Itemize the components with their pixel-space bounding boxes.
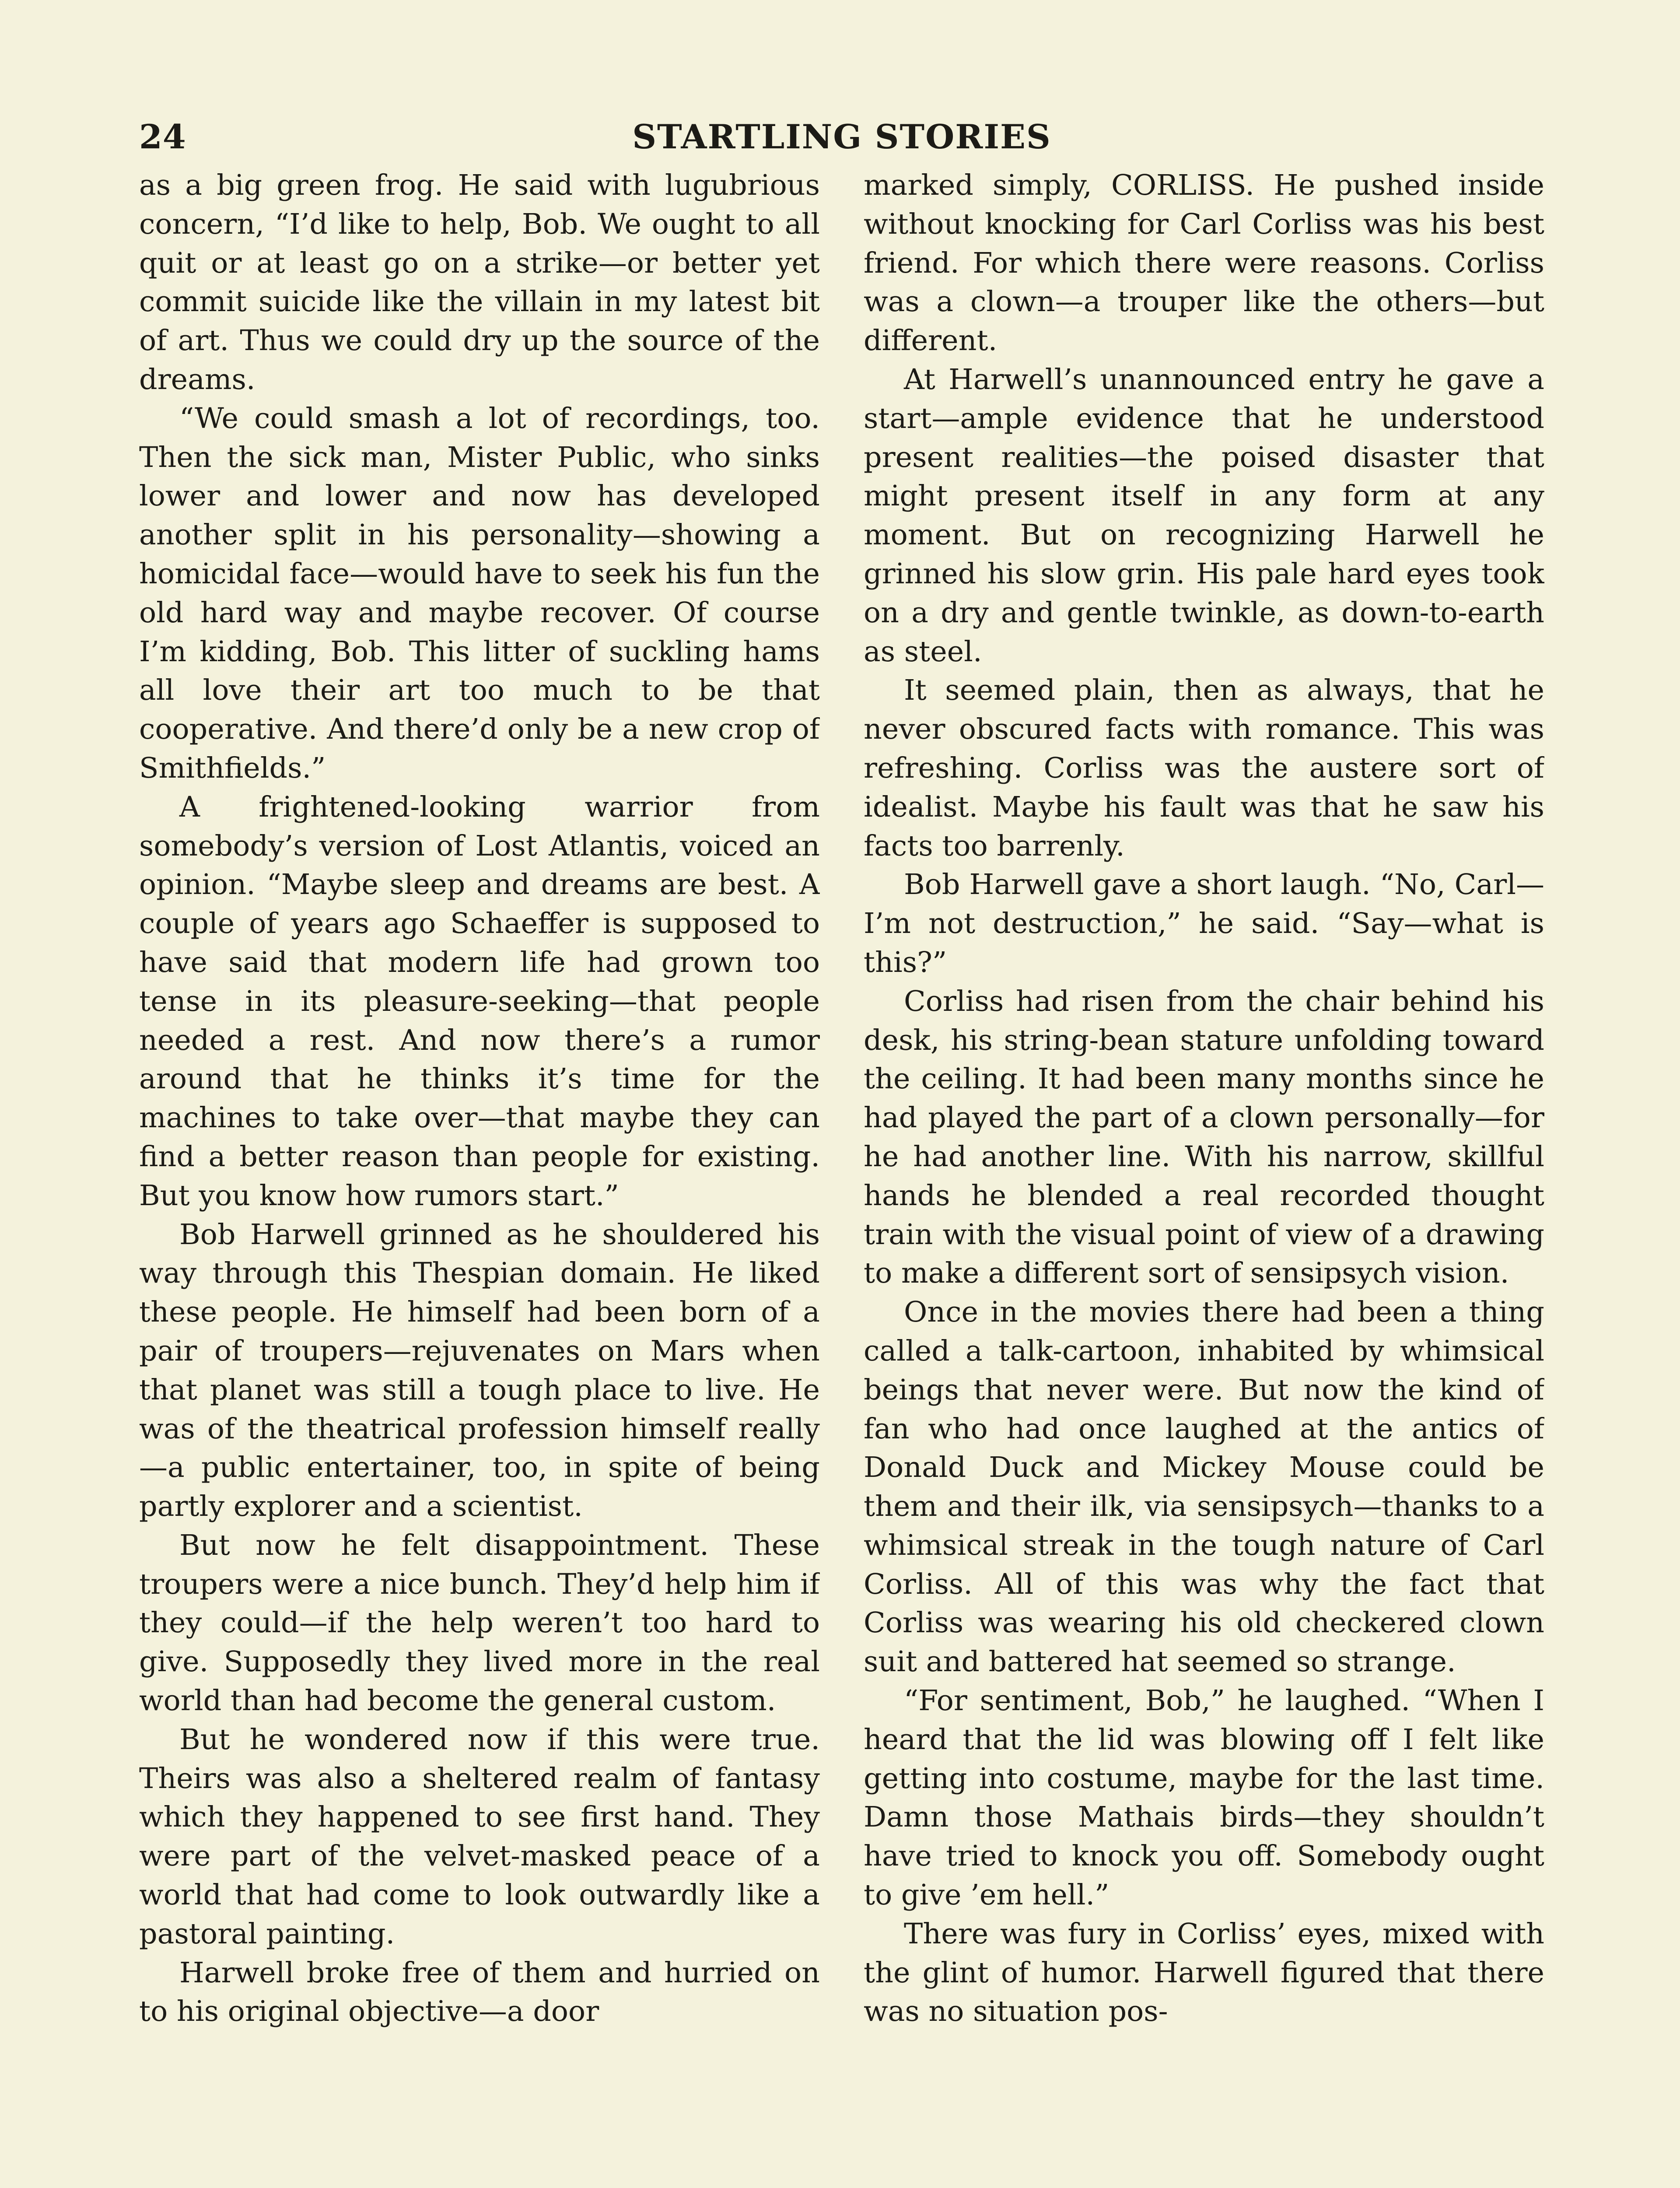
paragraph: Bob Harwell gave a short laugh. “No, Carl—I’m not destruction,” he said. “Say—what is this?” xyxy=(864,868,1544,979)
paragraph: “For sentiment, Bob,” he laughed. “When I heard that the lid was blowing off I felt like getting into costume, maybe for the last time. Damn those Mathais birds—they shouldn’t have tried to knock you off. Somebody ought to give ’em hell.” xyxy=(864,1684,1544,1912)
paragraph: A frightened-looking warrior from somebody’s version of Lost Atlantis, voiced an opinion. “Maybe sleep and dreams are best. A couple of years ago Schaeffer is supposed to have said that modern life had grown too tense in its pleasure-seeking—that people needed a rest. And now there’s a rumor around that he thinks it’s time for the machines to take over—that maybe they can find a better reason than people for existing. But you know how rumors start.” xyxy=(139,790,820,1212)
paragraph: There was fury in Corliss’ eyes, mixed with the glint of humor. Harwell figured that there was no situation pos- xyxy=(864,1917,1544,2028)
paragraph: But now he felt disappointment. These troupers were a nice bunch. They’d help him if they could—if the help weren’t too hard to give. Supposedly they lived more in the real world than had become the general custom. xyxy=(139,1529,820,1718)
page-header xyxy=(139,113,1544,165)
page-number: 24 xyxy=(139,117,186,156)
paragraph: as a big green frog. He said with lugubrious concern, “I’d like to help, Bob. We ought to all quit or at least go on a strike—or better yet commit suicide like the villain in my latest bit of art. Thus we could dry up the source of the dreams. xyxy=(139,169,820,396)
paragraph: It seemed plain, then as always, that he never obscured facts with romance. This was refreshing. Corliss was the austere sort of idealist. Maybe his fault was that he saw his facts too barrenly. xyxy=(864,674,1544,863)
paragraph: Corliss had risen from the chair behind his desk, his string-bean stature unfolding toward the ceiling. It had been many months since he had played the part of a clown personally—for he had another line. With his narrow, skillful hands he blended a real recorded thought train with the visual point of view of a drawing to make a different sort of sensipsych vision. xyxy=(864,985,1544,1290)
paragraph: Once in the movies there had been a thing called a talk-cartoon, inhabited by whimsical beings that never were. But now the kind of fan who had once laughed at the antics of Donald Duck and Mickey Mouse could be them and their ilk, via sensipsych—thanks to a whimsical streak in the tough nature of Carl Corliss. All of this was why the fact that Corliss was wearing his old checkered clown suit and battered hat seemed so strange. xyxy=(864,1296,1544,1679)
paragraph: At Harwell’s unannounced entry he gave a start—ample evidence that he understood present realities—the poised disaster that might present itself in any form at any moment. But on recognizing Harwell he grinned his slow grin. His pale hard eyes took on a dry and gentle twinkle, as down-to-earth as steel. xyxy=(864,363,1544,668)
right-column xyxy=(864,166,1544,2188)
paragraph: But he wondered now if this were true. Theirs was also a sheltered realm of fantasy which they happened to see first hand. They were part of the velvet-masked peace of a world that had come to look outwardly like a pastoral painting. xyxy=(139,1723,820,1950)
paragraph: Bob Harwell grinned as he shouldered his way through this Thespian domain. He liked these people. He himself had been born of a pair of troupers—rejuvenates on Mars when that planet was still a tough place to live. He was of the theatrical profession himself really—a public entertainer, too, in spite of being partly explorer and a scientist. xyxy=(139,1218,820,1523)
left-column xyxy=(139,166,820,2188)
paragraph: “We could smash a lot of recordings, too. Then the sick man, Mister Public, who sinks lower and lower and now has developed another split in his personality—showing a homicidal face—would have to seek his fun the old hard way and maybe recover. Of course I’m kidding, Bob. This litter of suckling hams all love their art too much to be that cooperative. And there’d only be a new crop of Smithfields.” xyxy=(139,402,820,785)
paragraph: marked simply, CORLISS. He pushed inside without knocking for Carl Corliss was his best friend. For which there were reasons. Corliss was a clown—a trouper like the others—but different. xyxy=(864,169,1544,358)
paragraph: Harwell broke free of them and hurried on to his original objective—a door xyxy=(139,1956,820,2028)
running-title: STARTLING STORIES xyxy=(632,117,1051,156)
